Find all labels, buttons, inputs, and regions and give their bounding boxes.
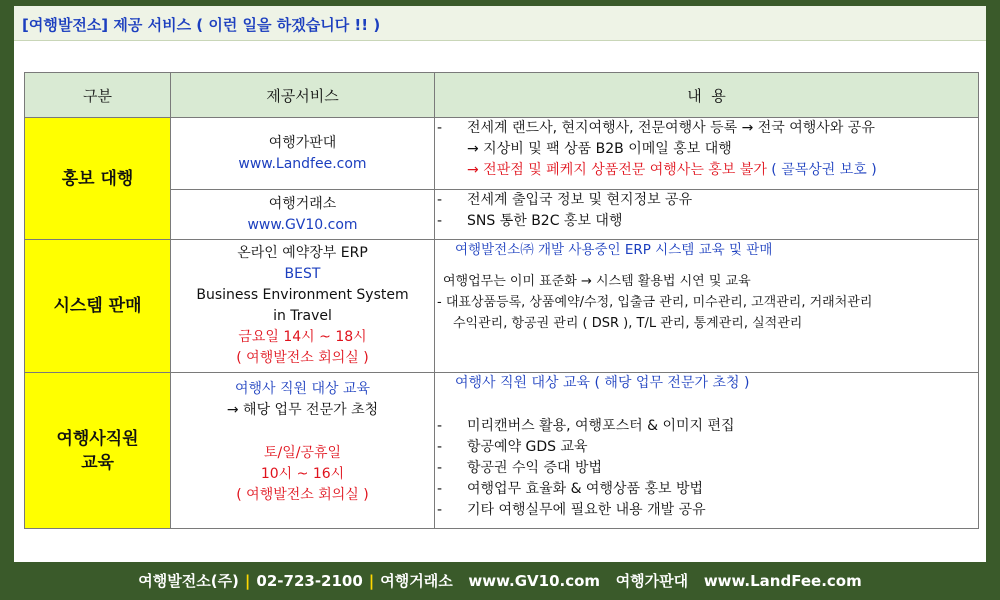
- content-landfee: [435, 118, 979, 190]
- service-name: 온라인 예약장부 ERP: [237, 245, 368, 261]
- service-name: 여행거래소: [268, 195, 337, 212]
- table-row-system: [25, 240, 979, 373]
- service-location: ( 여행발전소 회의실 ): [236, 350, 369, 366]
- content-line: - 기타 여행실무에 필요한 내용 개발 공유: [437, 502, 706, 518]
- content-line: - 미리캔버스 활용, 여행포스터 & 이미지 편집: [437, 418, 735, 434]
- table-header-row: [25, 73, 979, 118]
- service-location: ( 여행발전소 회의실 ): [236, 487, 369, 503]
- content-system: [435, 240, 979, 373]
- service-time: 10시 ~ 16시: [260, 466, 345, 482]
- service-gv10: [171, 190, 435, 240]
- service-desc: Business Environment System: [196, 287, 409, 303]
- category-system: 시스템 판매: [25, 240, 171, 373]
- footer-company: 여행발전소(주): [138, 572, 239, 590]
- content-line-warning: → 전판점 및 페케지 상품전문 여행사는 홍보 불가 ( 골목상권 보호 ): [467, 162, 877, 178]
- service-landfee: [171, 118, 435, 190]
- content-line: - 전세계 출입국 정보 및 현지정보 공유: [437, 192, 693, 208]
- content-line: - 항공예약 GDS 교육: [437, 439, 588, 455]
- service-education: [171, 373, 435, 529]
- content-line: 여행업무는 이미 표준화 → 시스템 활용법 시연 및 교육: [443, 274, 751, 289]
- col-header-category: 구분: [25, 73, 171, 118]
- header-bar: [14, 6, 986, 41]
- table-row-education: [25, 373, 979, 529]
- content-line: - 여행업무 효율화 & 여행상품 홍보 방법: [437, 481, 704, 497]
- content-line: → 지상비 및 팩 상품 B2B 이메일 홍보 대행: [467, 141, 732, 157]
- service-name: 여행사 직원 대상 교육: [234, 381, 371, 397]
- service-name: 여행가판대: [268, 134, 337, 151]
- footer-sites: 여행거래소 www.GV10.com 여행가판대 www.LandFee.com: [380, 572, 862, 590]
- service-schedule: 토/일/공휴일: [263, 445, 342, 461]
- page-title: [여행발전소] 제공 서비스 ( 이런 일을 하겠습니다 !! ): [22, 16, 381, 34]
- content-line: - 항공권 수익 증대 방법: [437, 460, 603, 476]
- category-education: 여행사직원 교육: [25, 373, 171, 529]
- content-line: - SNS 통한 B2C 홍보 대행: [437, 213, 623, 229]
- footer-phone: 02-723-2100: [256, 572, 363, 590]
- slide: [14, 6, 986, 562]
- services-table: [24, 72, 979, 529]
- content-gv10: [435, 190, 979, 240]
- service-schedule: 금요일 14시 ~ 18시: [238, 329, 367, 345]
- content-line: 수익관리, 항공권 관리 ( DSR ), T/L 관리, 통계관리, 실적관리: [453, 316, 803, 331]
- service-url-link[interactable]: www.Landfee.com: [238, 155, 367, 172]
- content-title: 여행사 직원 대상 교육 ( 해당 업무 전문가 초청 ): [455, 375, 750, 391]
- table-row-promo-landfee: [25, 118, 979, 190]
- col-header-service: 제공서비스: [171, 73, 435, 118]
- service-brand: BEST: [284, 266, 321, 282]
- content-line: - 전세계 랜드사, 현지여행사, 전문여행사 등록 → 전국 여행사와 공유: [437, 120, 875, 136]
- content-title: 여행발전소㈜ 개발 사용중인 ERP 시스템 교육 및 판매: [455, 242, 773, 258]
- footer: [0, 570, 1000, 591]
- category-promo: 홍보 대행: [25, 118, 171, 240]
- content-line: - 대표상품등록, 상품예약/수정, 입출금 관리, 미수관리, 고객관리, 거래처관리: [437, 295, 873, 310]
- service-url-link[interactable]: www.GV10.com: [247, 216, 358, 233]
- service-desc: → 해당 업무 전문가 초청: [226, 402, 379, 418]
- footer-separator: |: [368, 572, 375, 590]
- col-header-content: 내 용: [435, 73, 979, 118]
- content-education: [435, 373, 979, 529]
- service-desc: in Travel: [273, 308, 332, 324]
- service-erp: [171, 240, 435, 373]
- footer-separator: |: [244, 572, 251, 590]
